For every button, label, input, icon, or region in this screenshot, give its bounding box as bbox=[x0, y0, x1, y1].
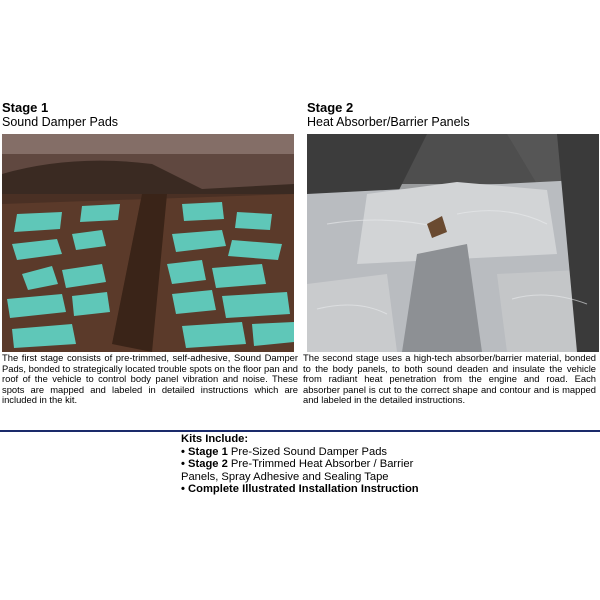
kits-include-box bbox=[181, 433, 441, 496]
stage-2-photo bbox=[307, 134, 599, 352]
kit-item-bold: Complete Illustrated Installation Instruction bbox=[188, 483, 419, 496]
sound-damper-pads-image bbox=[2, 134, 294, 352]
stage-1-title: Stage 1 bbox=[2, 100, 49, 115]
stage-1-section bbox=[2, 100, 294, 352]
heat-absorber-panels-image bbox=[307, 134, 599, 352]
kit-item-bold: Stage 2 bbox=[188, 458, 228, 471]
kit-item-text: Pre-Sized Sound Damper Pads bbox=[227, 445, 388, 458]
kit-item-text: Pre-Trimmed Heat Absorber / Barrier Panels, Spray Adhesive and Sealing Tape bbox=[181, 458, 414, 483]
stage-2-title: Stage 2 bbox=[307, 100, 354, 115]
kit-item bbox=[181, 446, 441, 459]
kit-item-bold: Stage 1 bbox=[188, 445, 228, 458]
stage-1-subtitle: Sound Damper Pads bbox=[2, 115, 119, 129]
kit-item bbox=[181, 483, 441, 496]
kits-include-title: Kits Include: bbox=[181, 433, 249, 445]
kit-item-bullet: • bbox=[181, 445, 185, 458]
kit-item-bullet: • bbox=[181, 458, 185, 471]
kit-item-bullet: • bbox=[181, 483, 185, 496]
stage-2-section bbox=[307, 100, 599, 352]
stage-1-description: The first stage consists of pre-trimmed, self-adhesive, Sound Damper Pads, bonded to strategically located trouble spots on the floor pan and roof of the vehicle to control body panel vibration and noise. These spots are mapped and labeled in detailed instructions which are included in the kit. bbox=[2, 352, 298, 406]
stage-2-subtitle: Heat Absorber/Barrier Panels bbox=[307, 115, 470, 129]
kit-item bbox=[181, 458, 441, 483]
section-divider bbox=[0, 430, 600, 432]
stage-1-photo bbox=[2, 134, 294, 352]
stage-2-description: The second stage uses a high-tech absorber/barrier material, bonded to the body panels, to both sound deaden and insulate the vehicle from radiant heat penetration from the engine and road. Each absorber panel is cut to the correct shape and contour and is mapped and labeled in the detailed instructions. bbox=[303, 352, 596, 406]
